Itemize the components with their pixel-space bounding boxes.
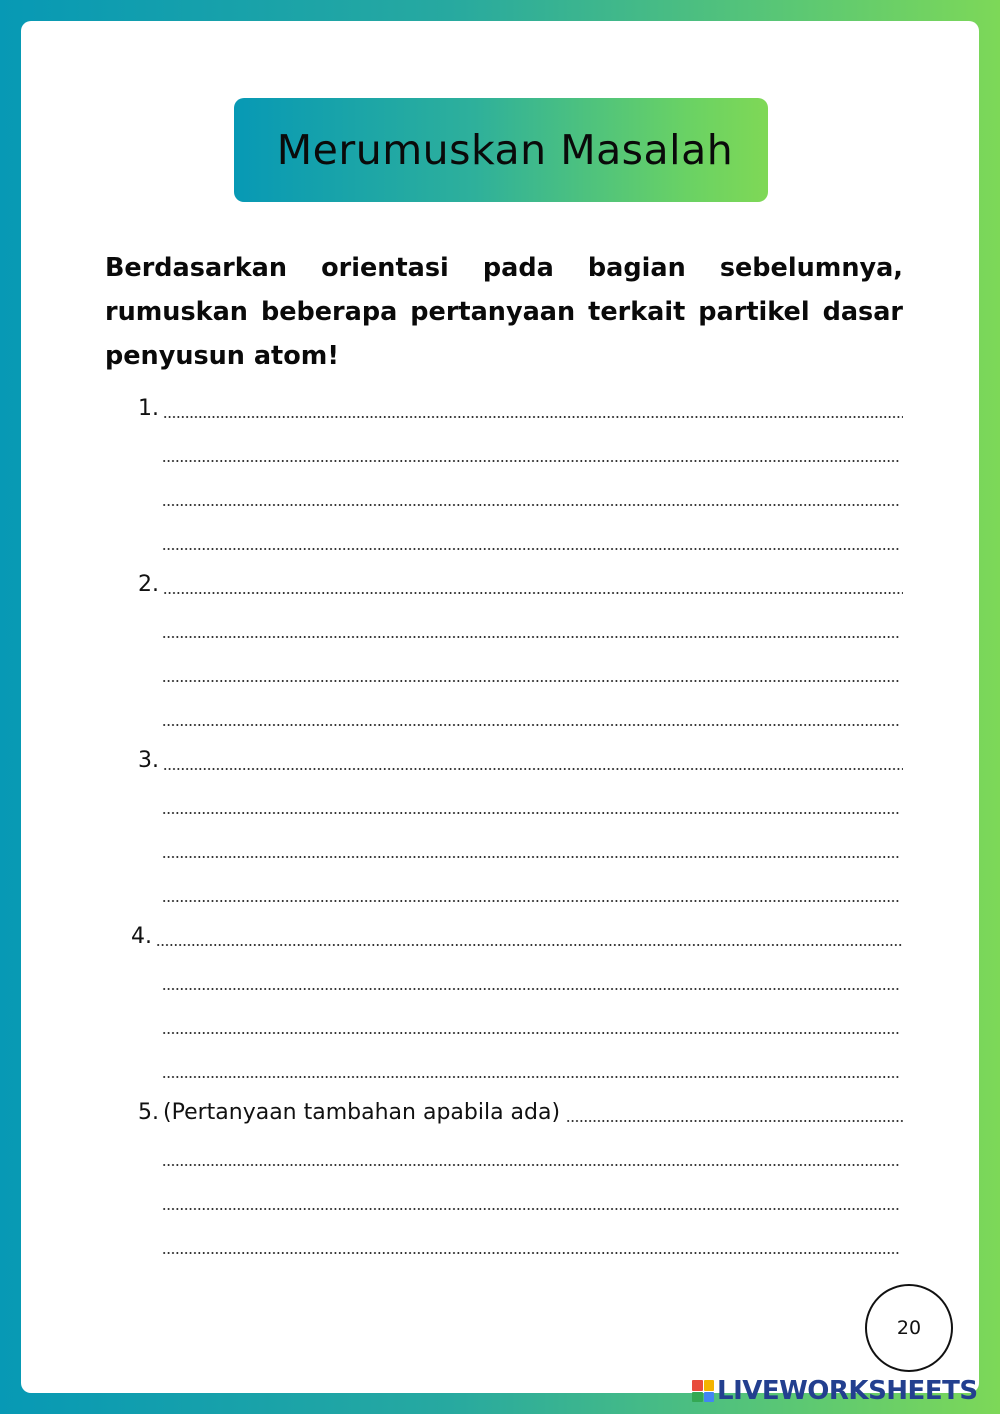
answer-line[interactable] bbox=[162, 440, 900, 466]
answer-line[interactable] bbox=[162, 616, 900, 642]
answer-line[interactable] bbox=[138, 396, 903, 422]
question-number: 5. bbox=[138, 1100, 159, 1125]
question-label: (Pertanyaan tambahan apabila ada) bbox=[163, 1100, 561, 1125]
page-number: 20 bbox=[896, 1317, 922, 1339]
dotted-line bbox=[162, 680, 900, 682]
answer-line[interactable] bbox=[162, 1232, 900, 1258]
dotted-line bbox=[162, 504, 900, 506]
dotted-line bbox=[163, 768, 903, 770]
dotted-line bbox=[162, 812, 900, 814]
liveworksheets-logo-icon bbox=[692, 1380, 714, 1402]
dotted-line bbox=[163, 592, 903, 594]
answer-line[interactable] bbox=[162, 1012, 900, 1038]
answer-line[interactable] bbox=[162, 660, 900, 686]
question-number: 2. bbox=[138, 572, 159, 597]
answer-line[interactable] bbox=[162, 1144, 900, 1170]
instruction-text: Berdasarkan orientasi pada bagian sebelumnya, rumuskan beberapa pertanyaan terkait partikel dasar penyusun atom! bbox=[105, 253, 903, 371]
dotted-line bbox=[162, 1208, 900, 1210]
dotted-line bbox=[566, 1120, 903, 1122]
question-number: 3. bbox=[138, 748, 159, 773]
dotted-line bbox=[162, 1252, 900, 1254]
answer-line[interactable] bbox=[138, 748, 903, 774]
answer-line[interactable] bbox=[162, 1056, 900, 1082]
title-banner bbox=[234, 98, 768, 202]
question-number: 1. bbox=[138, 396, 159, 421]
dotted-line bbox=[163, 416, 903, 418]
question-item bbox=[0, 396, 1000, 572]
dotted-line bbox=[156, 944, 903, 946]
brand-text: LIVEWORKSHEETS bbox=[717, 1376, 978, 1406]
dotted-line bbox=[162, 460, 900, 462]
answer-line[interactable] bbox=[162, 836, 900, 862]
answer-line[interactable] bbox=[162, 484, 900, 510]
answer-line[interactable] bbox=[162, 880, 900, 906]
dotted-line bbox=[162, 1032, 900, 1034]
answer-line[interactable] bbox=[131, 924, 903, 950]
question-item bbox=[0, 572, 1000, 748]
question-item bbox=[0, 924, 1000, 1100]
answer-line[interactable] bbox=[138, 572, 903, 598]
answer-line[interactable] bbox=[162, 1188, 900, 1214]
dotted-line bbox=[162, 988, 900, 990]
dotted-line bbox=[162, 636, 900, 638]
dotted-line bbox=[162, 900, 900, 902]
page-title: Merumuskan Masalah bbox=[276, 126, 734, 174]
question-item bbox=[0, 748, 1000, 924]
answer-line[interactable] bbox=[162, 968, 900, 994]
answer-line[interactable] bbox=[162, 704, 900, 730]
liveworksheets-brand[interactable] bbox=[692, 1376, 978, 1406]
dotted-line bbox=[162, 856, 900, 858]
dotted-line bbox=[162, 1076, 900, 1078]
answer-line[interactable] bbox=[138, 1100, 903, 1126]
dotted-line bbox=[162, 1164, 900, 1166]
page-number-badge bbox=[865, 1284, 953, 1372]
answer-line[interactable] bbox=[162, 528, 900, 554]
question-item bbox=[0, 1100, 1000, 1276]
answer-line[interactable] bbox=[162, 792, 900, 818]
dotted-line bbox=[162, 548, 900, 550]
dotted-line bbox=[162, 724, 900, 726]
question-number: 4. bbox=[131, 924, 152, 949]
